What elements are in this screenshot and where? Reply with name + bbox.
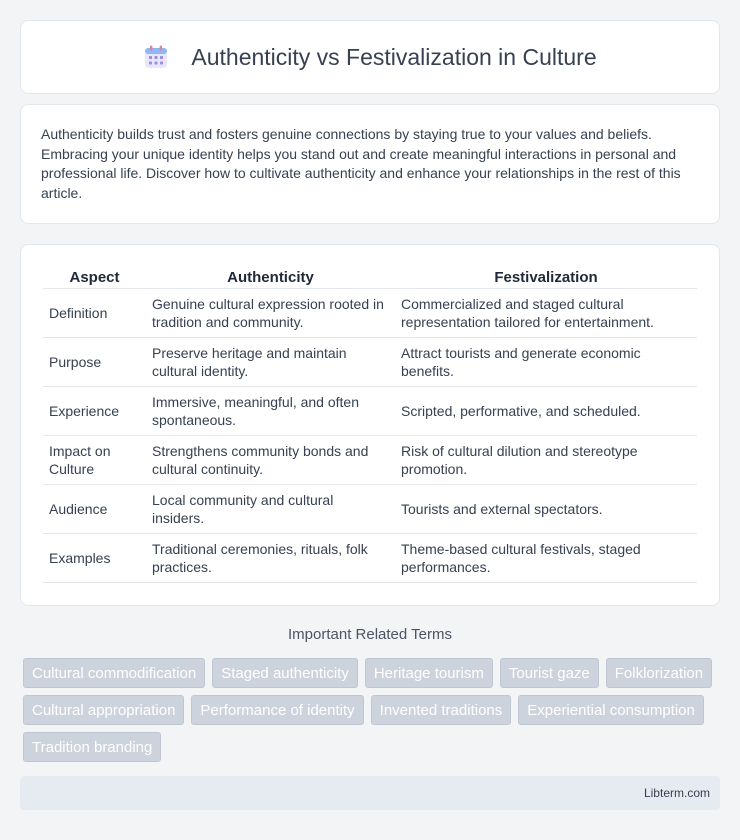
term-tag[interactable]: Cultural commodification [23,658,205,688]
table-cell-authenticity: Genuine cultural expression rooted in tradition and community. [146,289,395,338]
column-header-festivalization: Festivalization [395,265,697,289]
table-row [43,289,697,338]
related-terms-title: Important Related Terms [288,626,452,643]
table-cell-aspect: Definition [43,289,146,338]
calendar-icon [143,44,169,70]
header-card [20,20,720,94]
table-cell-authenticity: Local community and cultural insiders. [146,485,395,534]
table-row [43,534,697,583]
term-tag[interactable]: Tourist gaze [500,658,599,688]
term-tag[interactable]: Heritage tourism [365,658,493,688]
table-cell-festivalization: Attract tourists and generate economic benefits. [395,338,697,387]
table-cell-aspect: Audience [43,485,146,534]
table-cell-festivalization: Theme-based cultural festivals, staged performances. [395,534,697,583]
page-title: Authenticity vs Festivalization in Culture [191,43,597,70]
table-row [43,485,697,534]
table-cell-authenticity: Traditional ceremonies, rituals, folk practices. [146,534,395,583]
term-tag[interactable]: Staged authenticity [212,658,358,688]
table-cell-aspect: Purpose [43,338,146,387]
table-cell-festivalization: Commercialized and staged cultural representation tailored for entertainment. [395,289,697,338]
table-cell-aspect: Experience [43,387,146,436]
footer [20,776,720,810]
term-tag[interactable]: Invented traditions [371,695,512,725]
table-cell-authenticity: Immersive, meaningful, and often spontaneous. [146,387,395,436]
table-row [43,387,697,436]
table-cell-festivalization: Risk of cultural dilution and stereotype promotion. [395,436,697,485]
table-row [43,338,697,387]
related-terms-list [23,658,723,762]
term-tag[interactable]: Performance of identity [191,695,363,725]
term-tag[interactable]: Cultural appropriation [23,695,184,725]
table-header-row [43,265,697,289]
table-cell-aspect: Examples [43,534,146,583]
column-header-aspect: Aspect [43,265,146,289]
table-cell-festivalization: Tourists and external spectators. [395,485,697,534]
table-row [43,436,697,485]
table-cell-authenticity: Preserve heritage and maintain cultural identity. [146,338,395,387]
term-tag[interactable]: Folklorization [606,658,712,688]
table-cell-festivalization: Scripted, performative, and scheduled. [395,387,697,436]
footer-site-link[interactable]: Libterm.com [643,786,710,800]
intro-text: Authenticity builds trust and fosters genuine connections by staying true to your values and beliefs. Embracing your unique identity helps you stand out and create meaningful interactions in personal and professional life. Discover how to cultivate authenticity and enhance your relationships in the rest of this article. [41,126,681,201]
table-cell-authenticity: Strengthens community bonds and cultural continuity. [146,436,395,485]
table-cell-aspect: Impact on Culture [43,436,146,485]
comparison-table-card [20,244,720,606]
column-header-authenticity: Authenticity [146,265,395,289]
term-tag[interactable]: Tradition branding [23,732,161,762]
term-tag[interactable]: Experiential consumption [518,695,704,725]
comparison-table [43,265,697,583]
intro-card [20,104,720,224]
